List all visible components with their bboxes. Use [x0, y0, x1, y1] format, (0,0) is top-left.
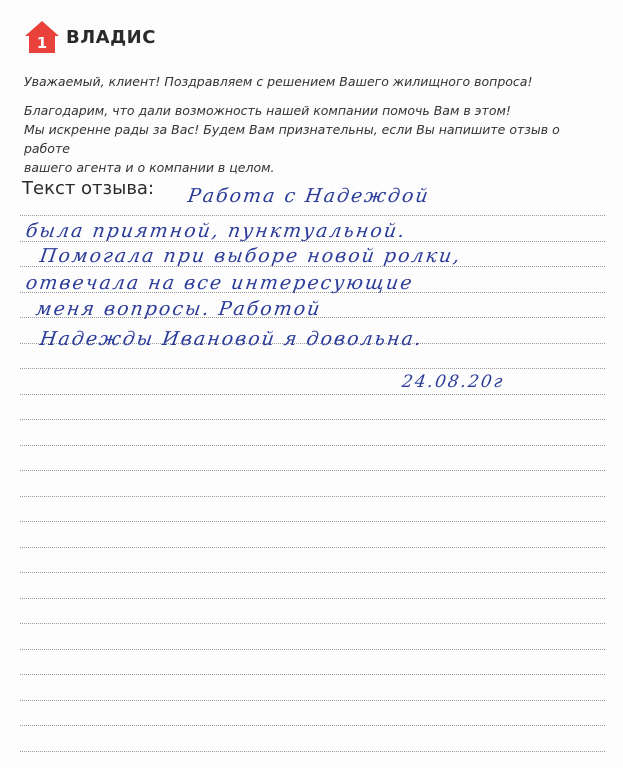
- thanks-line-3: вашего агента и о компании в целом.: [24, 160, 275, 175]
- writing-line: [20, 751, 605, 752]
- ruled-lines: [20, 0, 605, 768]
- writing-line: [20, 547, 605, 548]
- writing-line: [20, 419, 605, 420]
- writing-line: [20, 725, 605, 726]
- handwritten-line-1: Работа с Надеждой: [186, 185, 432, 207]
- brand-name: ВЛАДИС: [66, 26, 156, 48]
- handwritten-line-6: Надежды Ивановой я довольна.: [38, 328, 425, 350]
- logo-digit: 1: [36, 34, 48, 52]
- writing-line: [20, 649, 605, 650]
- writing-line: [20, 598, 605, 599]
- writing-line: [20, 496, 605, 497]
- thanks-line-2: Мы искренне рады за Вас! Будем Вам признательны, если Вы напишите отзыв о работе: [24, 122, 560, 156]
- writing-line: [20, 572, 605, 573]
- handwritten-date: 24.08.20г: [400, 372, 506, 392]
- review-title: Текст отзыва:: [22, 178, 155, 199]
- writing-line: [20, 623, 605, 624]
- writing-line: [20, 470, 605, 471]
- writing-line: [20, 445, 605, 446]
- handwritten-line-3: Помогала при выборе новой ролки,: [38, 245, 463, 267]
- writing-line: [20, 368, 605, 369]
- handwritten-line-2: была приятной, пунктуальной.: [24, 220, 408, 242]
- writing-line: [20, 521, 605, 522]
- thanks-line-1: Благодарим, что дали возможность нашей компании помочь Вам в этом!: [24, 103, 511, 118]
- greeting: Уважаемый, клиент! Поздравляем с решением Вашего жилищного вопроса!: [24, 74, 533, 89]
- writing-line: [20, 700, 605, 701]
- writing-line: [20, 215, 605, 216]
- writing-line: [20, 394, 605, 395]
- handwritten-line-4: отвечала на все интересующие: [24, 272, 416, 294]
- writing-line: [20, 674, 605, 675]
- handwritten-line-5: меня вопросы. Работой: [34, 298, 324, 320]
